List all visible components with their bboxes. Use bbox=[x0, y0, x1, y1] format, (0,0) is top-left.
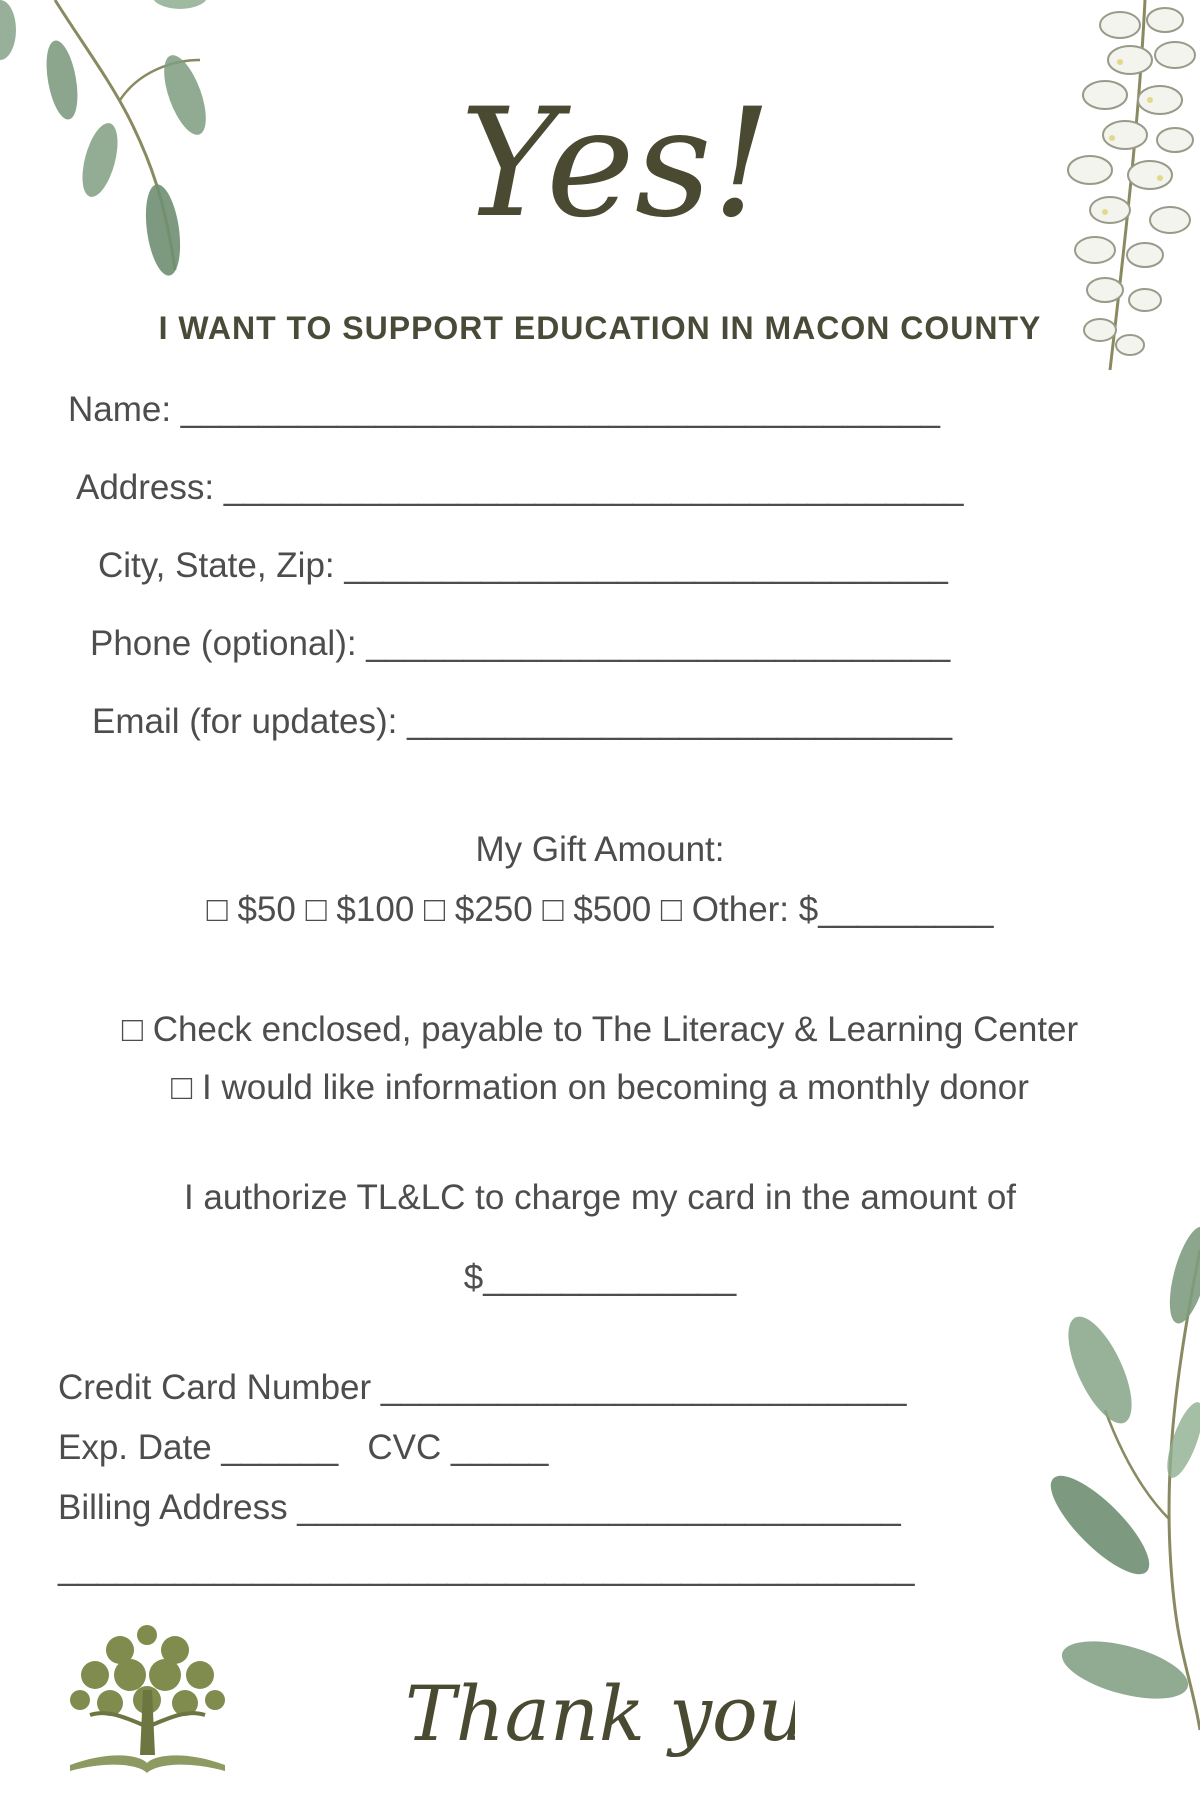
billing-address-line2[interactable]: ____________________________________________ bbox=[58, 1548, 915, 1587]
card-number-field[interactable]: Credit Card Number ___________________________ bbox=[58, 1368, 907, 1407]
authorization-text: I authorize TL&LC to charge my card in the amount of bbox=[183, 1178, 1017, 1217]
email-field[interactable]: Email (for updates): ____________________________ bbox=[92, 702, 953, 741]
phone-field[interactable]: Phone (optional): ______________________________ bbox=[90, 624, 951, 663]
leaf-branch-bottom-right bbox=[1030, 1190, 1200, 1750]
monthly-donor-option[interactable]: □ I would like information on becoming a monthly donor bbox=[171, 1068, 1029, 1107]
exp-cvc-field[interactable]: Exp. Date ______ CVC _____ bbox=[58, 1428, 549, 1467]
check-enclosed-option[interactable]: □ Check enclosed, payable to The Literacy & Learning Center bbox=[121, 1010, 1079, 1049]
support-heading: I WANT TO SUPPORT EDUCATION IN MACON COUNTY bbox=[158, 310, 1042, 346]
name-field[interactable]: Name: _______________________________________ bbox=[68, 390, 940, 429]
leaf-branch-top-left bbox=[0, 0, 230, 290]
thank-you-signature bbox=[395, 1640, 795, 1780]
city-state-zip-field[interactable]: City, State, Zip: _______________________________ bbox=[98, 546, 948, 585]
gift-amount-label: My Gift Amount: bbox=[475, 830, 725, 869]
tree-book-logo bbox=[60, 1615, 235, 1780]
thank-you-text: Thank you! bbox=[405, 1669, 795, 1758]
authorization-amount-field[interactable]: $_____________ bbox=[463, 1258, 737, 1297]
gift-amount-options[interactable]: □ $50 □ $100 □ $250 □ $500 □ Other: $_________ bbox=[206, 890, 994, 929]
address-field[interactable]: Address: ______________________________________ bbox=[76, 468, 964, 507]
billing-address-field[interactable]: Billing Address _______________________________ bbox=[58, 1488, 901, 1527]
title-yes bbox=[440, 40, 770, 290]
title-text: Yes! bbox=[460, 77, 770, 251]
